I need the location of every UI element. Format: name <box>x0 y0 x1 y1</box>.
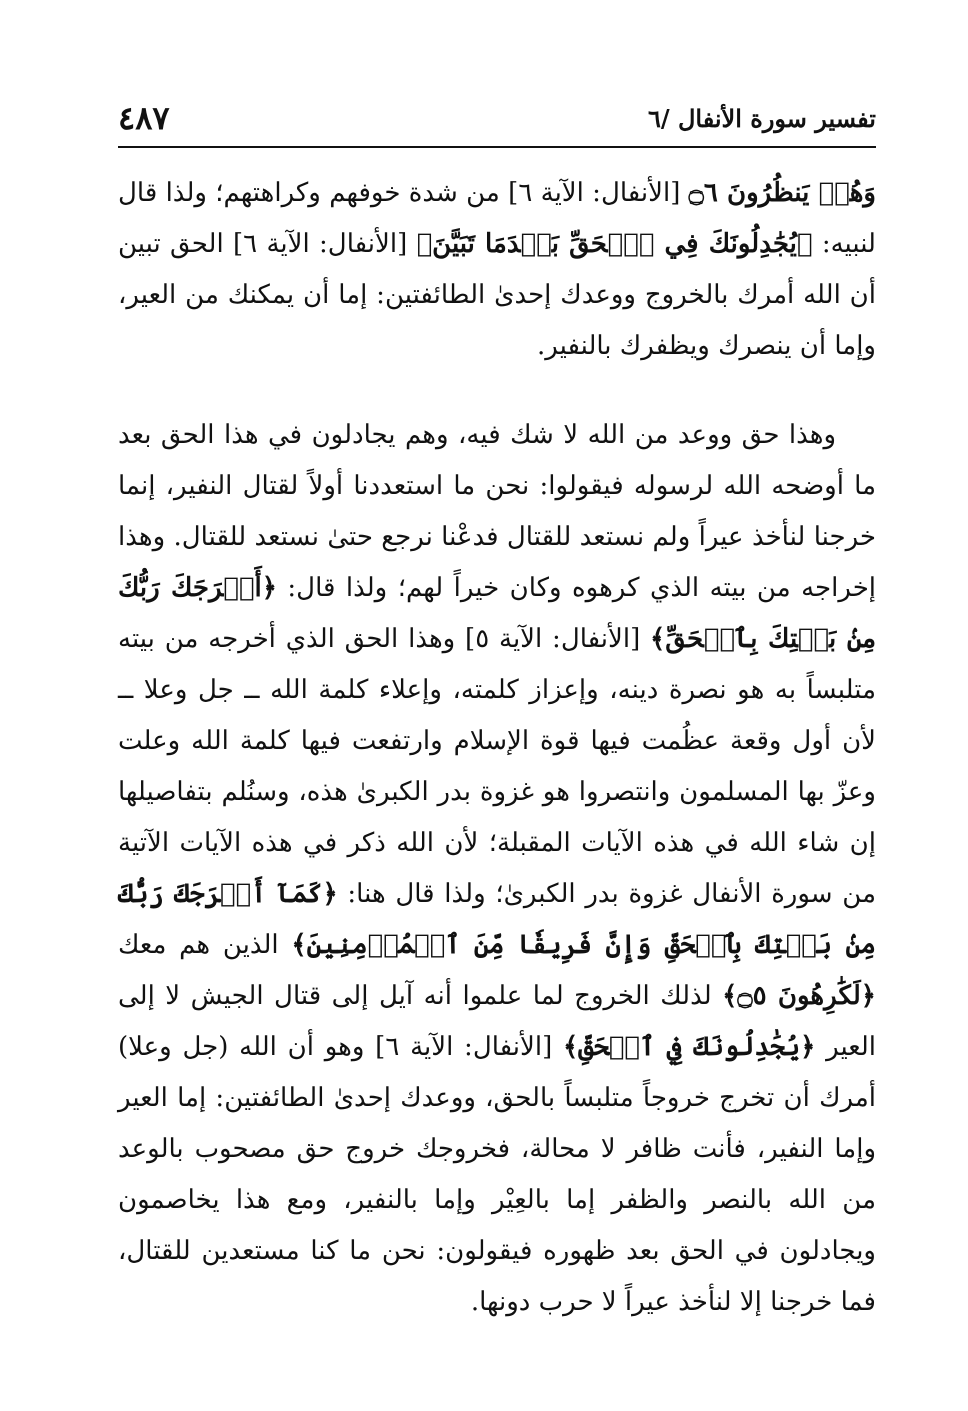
paragraph-2 <box>118 410 876 1328</box>
text-segment: [الأنفال: الآية ٥] وهذا الحق الذي أخرجه من بيته متلبساً به هو نصرة دينه، وإعزاز كلمته، وإعلاء كلمة الله ــ جل وعلا ــ لأن أول وقعة عظُمت فيها قوة الإسلام وارتفعت فيها كلمة الله وعلت وعزّ بها المسلمون وانتصروا هو غزوة بدر الكبرىٰ هذه، وسنُلم بتفاصيلها إن شاء الله في هذه الآيات المقبلة؛ لأن الله ذكر في هذه الآيات الآتية من سورة الأنفال غزوة بدر الكبرىٰ؛ ولذا قال هنا: <box>118 624 876 909</box>
quran-verse: ﴿لَكَٰرِهُونَ ۝٥﴾ <box>722 981 876 1011</box>
quran-verse: ﴿كَمَآ أَخۡرَجَكَ رَبُّكَ مِنۢ بَيۡتِكَ بِٱلۡحَقِّ وَإِنَّ فَرِيقٗا مِّنَ ٱلۡمُؤۡمِنِينَ﴾ <box>118 879 876 960</box>
page-number: ٤٨٧ <box>118 99 170 137</box>
text-segment: [الأنفال: الآية ٦] من شدة خوفهم وكراهتهم؛ ولذا قال لنبيه: <box>118 178 876 259</box>
quran-verse: وَهُمۡ يَنظُرُونَ ۝٦ <box>688 178 876 208</box>
quran-verse: ﴿يُجَٰدِلُونَكَ فِي ٱلۡحَقِّ بَعۡدَمَا تَبَيَّنَ﴾ <box>416 229 813 259</box>
text-segment: وهذا حق ووعد من الله لا شك فيه، وهم يجادلون في هذا الحق بعد ما أوضحه الله لرسوله فيقولوا: نحن ما استعددنا أولاً لقتال النفير، إنما خرجنا لنأخذ عيراً ولم نستعد للقتال فدعْنا نرجع حتىٰ نستعد للقتال. وهذا إخراجه من بيته الذي كرهوه وكان خيراً لهم؛ ولذا قال: <box>118 420 876 603</box>
text-segment: لذلك الخروج لما علموا أنه آيل إلى قتال الجيش لا إلى العير <box>118 981 876 1062</box>
body-text <box>118 168 876 1328</box>
text-segment: الذين هم معك <box>118 930 292 960</box>
running-title: تفسير سورة الأنفال /٦ <box>647 104 876 133</box>
text-segment: [الأنفال: الآية ٦] وهو أن الله (جل وعلا) أمرك أن تخرج خروجاً متلبساً بالحق، ووعدك إحدىٰ الطائفتين: إما العير وإما النفير، فأنت ظافر لا محالة، فخروجك خروج حق مصحوب بالوعد من الله بالنصر والظفر إما بالعِيْر وإما بالنفير، ومع هذا يخاصمون ويجادلون في الحق بعد ظهوره فيقولون: نحن ما كنا مستعدين للقتال، فما خرجنا إلا لنأخذ عيراً لا حرب دونها. <box>118 1032 876 1317</box>
text-segment: [الأنفال: الآية ٦] الحق تبين أن الله أمرك بالخروج ووعدك إحدىٰ الطائفتين: إما أن يمكنك من العير، وإما أن ينصرك ويظفرك بالنفير. <box>118 229 876 361</box>
paragraph-1 <box>118 168 876 372</box>
quran-verse: ﴿أَخۡرَجَكَ رَبُّكَ مِنۢ بَيۡتِكَ بِٱلۡحَقِّ﴾ <box>118 573 877 654</box>
page-header <box>118 94 876 148</box>
quran-verse: ﴿يُجَٰدِلُونَكَ فِي ٱلۡحَقِّ﴾ <box>562 1032 816 1062</box>
